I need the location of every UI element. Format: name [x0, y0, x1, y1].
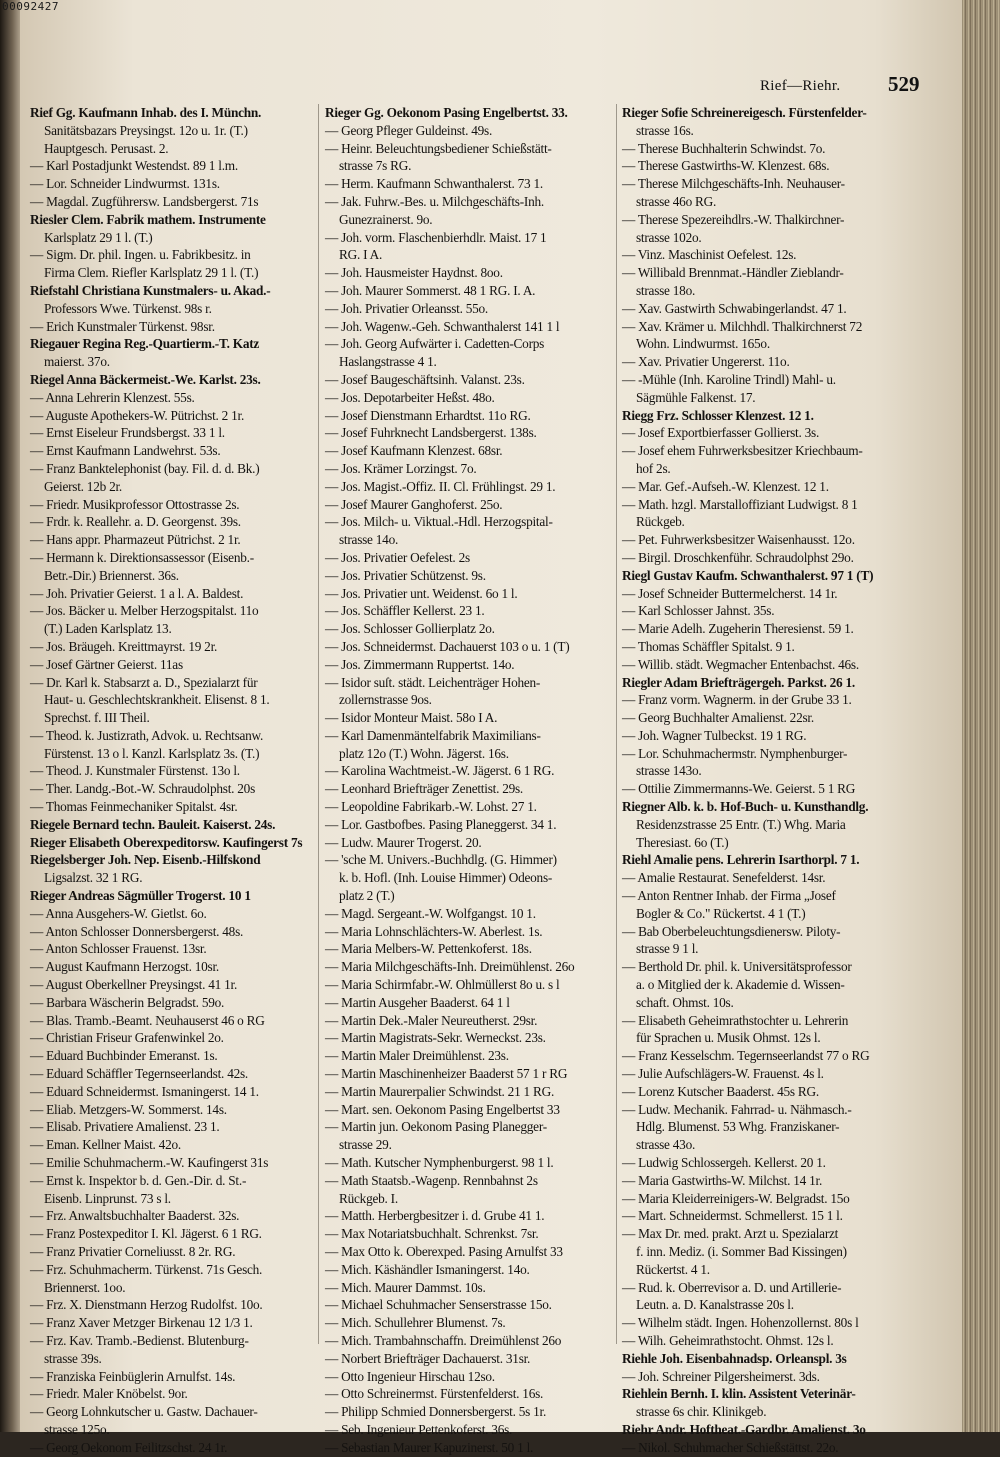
directory-entry: — Karl Schlosser Jahnst. 35s. [622, 603, 775, 619]
entry-continuation: strasse 9 1 l. [636, 941, 699, 957]
directory-entry: — Erich Kunstmaler Türkenst. 98sr. [30, 318, 215, 334]
directory-entry: — Martin Maschinenheizer Baaderst 57 1 r RG [325, 1066, 568, 1082]
directory-entry: — Math Staatsb.-Wagenp. Rennbahnst 2s [325, 1172, 538, 1188]
directory-entry: — Josef Dienstmann Erhardtst. 11o RG. [325, 407, 531, 423]
directory-entry: — Matth. Herbergbesitzer i. d. Grube 41 1. [325, 1208, 545, 1224]
directory-entry: — Karl Postadjunkt Westendst. 89 1 l.m. [30, 158, 238, 174]
entry-continuation: Briennerst. 1oo. [44, 1279, 126, 1295]
directory-entry: — Herm. Kaufmann Schwanthalerst. 73 1. [325, 176, 543, 192]
entry-continuation: strasse 14o. [339, 532, 399, 548]
directory-entry: — Martin Dek.-Maler Neureutherst. 29sr. [325, 1012, 538, 1028]
directory-entry: — Frz. Kav. Tramb.-Bedienst. Blutenburg- [30, 1332, 249, 1348]
directory-entry: — Jos. Schlosser Gollierplatz 2o. [325, 621, 495, 637]
surname-heading-entry: Riegg Frz. Schlosser Klenzest. 12 1. [622, 407, 814, 423]
directory-entry: — Anna Ausgehers-W. Gietlst. 6o. [30, 905, 207, 921]
directory-entry: — Franz Privatier Corneliusst. 8 2r. RG. [30, 1244, 236, 1259]
entry-continuation: Residenzstrasse 25 Entr. (T.) Whg. Maria [636, 816, 846, 832]
directory-entry: — Josef Gärtner Geierst. 11as [30, 656, 183, 672]
surname-heading-entry: Rieger Elisabeth Oberexpeditorsw. Kaufingerst 7s [30, 834, 303, 850]
entry-continuation: Haslangstrasse 4 1. [339, 354, 437, 370]
surname-heading-entry: Riegelsberger Joh. Nep. Eisenb.-Hilfskond [30, 852, 261, 868]
directory-entry: — Mich. Maurer Dammst. 10s. [325, 1279, 486, 1295]
entry-continuation: strasse 143o. [636, 763, 702, 779]
directory-entry: — Jos. Magist.-Offiz. II. Cl. Frühlingst. 29 1. [325, 478, 556, 494]
entry-continuation: Leutn. a. D. Kanalstrasse 20s l. [636, 1297, 794, 1313]
entry-continuation: Firma Clem. Riefler Karlsplatz 29 1 l. (T.) [44, 265, 259, 281]
directory-entry: — Franz Postexpeditor I. Kl. Jägerst. 6 1 RG. [30, 1226, 262, 1242]
directory-entry: — Martin jun. Oekonom Pasing Planegger- [325, 1119, 547, 1135]
entry-continuation: Rückertst. 4 1. [636, 1261, 710, 1277]
entry-continuation: Rückgeb. I. [339, 1190, 398, 1206]
entry-continuation: Sägmühle Falkenst. 17. [636, 389, 756, 405]
entry-continuation: schaft. Ohmst. 10s. [636, 994, 734, 1010]
directory-entry: — Ernst Kaufmann Landwehrst. 53s. [30, 443, 221, 459]
directory-entry: — Josef Schneider Buttermelcherst. 14 1r. [622, 585, 838, 601]
directory-entry: — Theod. k. Justizrath, Advok. u. Rechtsanw. [30, 727, 264, 743]
directory-entry: — Georg Lohnkutscher u. Gastw. Dachauer- [30, 1404, 258, 1420]
directory-entry: — Thomas Schäffler Spitalst. 9 1. [622, 638, 795, 654]
directory-entry: — Jos. Privatier unt. Weidenst. 6o 1 l. [325, 585, 518, 601]
entry-continuation: Gunezrainerst. 9o. [339, 211, 433, 227]
directory-entry: — Joh. Schreiner Pilgersheimerst. 3ds. [622, 1368, 820, 1384]
surname-heading-entry: Riegler Adam Briefträgergeh. Parkst. 26 1. [622, 674, 855, 690]
surname-heading-entry: Riehr Andr. Hoftheat.-Gardbr. Amalienst. 3o [622, 1421, 866, 1437]
directory-entry: — Martin Maurerpalier Schwindst. 21 1 RG. [325, 1083, 555, 1099]
entry-continuation: Betr.-Dir.) Briennerst. 36s. [44, 567, 179, 583]
directory-entry: — Wilhelm städt. Ingen. Hohenzollernst. 80s l [622, 1315, 859, 1331]
directory-entry: — Mich. Trambahnschaffn. Dreimühlenst 26o [325, 1332, 562, 1348]
directory-entry: — Maria Milchgeschäfts-Inh. Dreimühlenst. 26o [325, 959, 575, 975]
directory-entry: — Math. Kutscher Nymphenburgerst. 98 1 l. [325, 1155, 554, 1171]
directory-entry: — Otto Ingenieur Hirschau 12so. [325, 1368, 495, 1384]
entry-continuation: Fürstenst. 13 o l. Kanzl. Karlsplatz 3s. (T.) [44, 745, 260, 761]
surname-heading-entry: Riegel Anna Bäckermeist.-We. Karlst. 23s. [30, 371, 261, 387]
directory-entry: — Jos. Krämer Lorzingst. 7o. [325, 460, 477, 476]
directory-entry: — Ludw. Mechanik. Fahrrad- u. Nähmasch.- [622, 1101, 852, 1117]
surname-heading-entry: Riegauer Regina Reg.-Quartierm.-T. Katz [30, 336, 260, 352]
directory-entry: — Franz Kesselschm. Tegernseerlandst 77 o RG [622, 1048, 870, 1064]
directory-entry: — Magdal. Zugführersw. Landsbergerst. 71s [30, 193, 259, 209]
directory-entry: — Therese Spezereihdlrs.-W. Thalkirchner- [622, 211, 845, 227]
directory-entry: — Eduard Schneidermst. Ismaningerst. 14 1. [30, 1083, 259, 1099]
entry-continuation: strasse 7s RG. [339, 158, 412, 174]
directory-entry: — Hans appr. Pharmazeut Pütrichst. 2 1r. [30, 532, 241, 548]
directory-entry: — Jos. Privatier Schützenst. 9s. [325, 567, 486, 583]
directory-entry: — Anton Schlosser Frauenst. 13sr. [30, 941, 207, 957]
entry-continuation: Sanitätsbazars Preysingst. 12o u. 1r. (T.) [44, 122, 248, 138]
surname-heading-entry: Rief Gg. Kaufmann Inhab. des I. Münchn. [30, 105, 262, 120]
directory-entry: — Jos. Schäffler Kellerst. 23 1. [325, 603, 485, 619]
surname-heading-entry: Riesler Clem. Fabrik mathem. Instrumente [30, 211, 266, 227]
directory-entry: — Maria Gastwirths-W. Milchst. 14 1r. [622, 1172, 823, 1188]
surname-heading-entry: Riegner Alb. k. b. Hof-Buch- u. Kunsthandlg. [622, 799, 869, 815]
directory-entry: — 'sche M. Univers.-Buchhdlg. (G. Himmer) [325, 852, 557, 868]
directory-entry: — Josef Baugeschäftsinh. Valanst. 23s. [325, 371, 525, 387]
entry-continuation: strasse 39s. [44, 1350, 102, 1366]
directory-entry: — Lor. Gastbofbes. Pasing Planeggerst. 34 1. [325, 816, 557, 832]
directory-entry: — Jak. Fuhrw.-Bes. u. Milchgeschäfts-Inh. [325, 193, 544, 209]
directory-entry: — Lorenz Kutscher Baaderst. 45s RG. [622, 1083, 819, 1099]
directory-entry: — Theod. J. Kunstmaler Fürstenst. 13o l. [30, 763, 240, 779]
directory-entry: — Rud. k. Oberrevisor a. D. und Artillerie- [622, 1279, 842, 1295]
entry-continuation: strasse 6s chir. Klinikgeb. [636, 1404, 767, 1420]
directory-entry: — Eman. Kellner Maist. 42o. [30, 1137, 181, 1153]
entry-continuation: Wohn. Lindwurmst. 165o. [636, 336, 770, 352]
directory-entry: — Christian Friseur Grafenwinkel 2o. [30, 1030, 224, 1046]
surname-heading-entry: Riehlein Bernh. I. klin. Assistent Veterinär- [622, 1386, 856, 1402]
directory-entry: — Max Notariatsbuchhalt. Schrenkst. 7sr. [325, 1226, 539, 1242]
directory-entry: — Maria Schirmfabr.-W. Ohlmüllerst 8o u. s l [325, 977, 560, 993]
directory-entry: — Friedr. Maler Knöbelst. 9or. [30, 1386, 188, 1402]
directory-entry: — Maria Melbers-W. Pettenkoferst. 18s. [325, 941, 532, 957]
directory-entry: — Anna Lehrerin Klenzest. 55s. [30, 389, 195, 405]
directory-entry: — Georg Oekonom Feilitzschst. 24 1r. [30, 1439, 228, 1455]
directory-entry: — Wilh. Geheimrathstocht. Ohmst. 12s l. [622, 1332, 834, 1348]
directory-entry: — Birgil. Droschkenführ. Schraudolphst 29o. [622, 549, 854, 565]
directory-entry: — Emilie Schuhmacherm.-W. Kaufingerst 31s [30, 1155, 269, 1171]
directory-column-3 [622, 104, 922, 1457]
directory-entry: — Philipp Schmied Donnersbergerst. 5s 1r. [325, 1404, 547, 1420]
directory-entry: — Franziska Feinbüglerin Arnulfst. 14s. [30, 1368, 236, 1384]
entry-continuation: Eisenb. Linprunst. 73 s l. [44, 1190, 171, 1206]
directory-entry: — Nikol. Schuhmacher Schießstättst. 22o. [622, 1439, 839, 1455]
directory-entry: — Josef Kaufmann Klenzest. 68sr. [325, 443, 503, 459]
directory-entry: — Josef Maurer Ganghoferst. 25o. [325, 496, 503, 512]
directory-entry: — Leonhard Briefträger Zenettist. 29s. [325, 781, 524, 797]
directory-entry: — Hermann k. Direktionsassessor (Eisenb.- [30, 549, 254, 565]
directory-entry: — Max Otto k. Oberexped. Pasing Arnulfst 33 [325, 1244, 563, 1259]
directory-entry: — Anton Schlosser Donnersbergerst. 48s. [30, 923, 244, 939]
directory-entry: — Eduard Schäffler Tegernseerlandst. 42s. [30, 1066, 248, 1082]
directory-entry: — Max Dr. med. prakt. Arzt u. Spezialarzt [622, 1226, 839, 1242]
entry-continuation: strasse 16s. [636, 122, 694, 138]
page-number: 529 [888, 72, 920, 96]
entry-continuation: platz 2 (T.) [339, 888, 395, 904]
directory-entry: — Karolina Wachtmeist.-W. Jägerst. 6 1 RG. [325, 763, 555, 779]
directory-entry: — Magd. Sergeant.-W. Wolfgangst. 10 1. [325, 905, 536, 921]
directory-entry: — Martin Ausgeher Baaderst. 64 1 l [325, 994, 510, 1010]
entry-continuation: strasse 125o. [44, 1421, 110, 1437]
entry-continuation: strasse 43o. [636, 1137, 696, 1153]
directory-entry: — Karl Damenmäntelfabrik Maximilians- [325, 727, 541, 743]
directory-entry: — Joh. Maurer Sommerst. 48 1 RG. I. A. [325, 282, 536, 298]
directory-entry: — Auguste Apothekers-W. Pütrichst. 2 1r. [30, 407, 245, 423]
entry-continuation: Rückgeb. [636, 514, 685, 530]
directory-entry: — Blas. Tramb.-Beamt. Neuhauserst 46 o RG [30, 1012, 265, 1028]
directory-entry: — Joh. Hausmeister Haydnst. 8oo. [325, 265, 503, 281]
entry-continuation: Geierst. 12b 2r. [44, 478, 122, 494]
directory-entry: — Mar. Gef.-Aufseh.-W. Klenzest. 12 1. [622, 478, 829, 494]
entry-continuation: für Sprachen u. Musik Ohmst. 12s l. [636, 1030, 821, 1046]
directory-entry: — Norbert Briefträger Dachauerst. 31sr. [325, 1350, 531, 1366]
entry-continuation: strasse 18o. [636, 282, 696, 298]
directory-entry: — Sebastian Maurer Kapuzinerst. 50 1 l. [325, 1439, 534, 1455]
directory-entry: — Jos. Bäcker u. Melber Herzogspitalst. 11o [30, 603, 259, 619]
entry-continuation: strasse 46o RG. [636, 193, 717, 209]
directory-entry: — Franz vorm. Wagnerm. in der Grube 33 1. [622, 692, 852, 708]
binding-shadow [0, 0, 22, 1432]
entry-continuation: platz 12o (T.) Wohn. Jägerst. 16s. [339, 745, 509, 761]
directory-entry: — Joh. Privatier Orleansst. 55o. [325, 300, 488, 316]
directory-entry: — Therese Milchgeschäfts-Inh. Neuhauser- [622, 176, 845, 192]
directory-entry: — Georg Buchhalter Amalienst. 22sr. [622, 710, 814, 726]
directory-entry: — Frz. X. Dienstmann Herzog Rudolfst. 10o. [30, 1297, 263, 1313]
directory-entry: — Maria Lohnschlächters-W. Aberlest. 1s. [325, 923, 543, 939]
page-edge-fan [962, 0, 1000, 1432]
directory-entry: — Xav. Krämer u. Milchhdl. Thalkirchnerst 72 [622, 318, 863, 334]
entry-continuation: k. b. Hofl. (Inh. Louise Himmer) Odeons- [339, 870, 553, 886]
entry-continuation: strasse 102o. [636, 229, 702, 245]
directory-entry: — Mart. Schneidermst. Schmellerst. 15 1 l. [622, 1208, 843, 1224]
entry-continuation: Theresiast. 6o (T.) [636, 834, 729, 850]
entry-continuation: Karlsplatz 29 1 l. (T.) [44, 229, 153, 245]
directory-entry: — Jos. Milch- u. Viktual.-Hdl. Herzogspital- [325, 514, 553, 530]
entry-continuation: Ligsalzst. 32 1 RG. [44, 870, 143, 886]
surname-heading-entry: Riegl Gustav Kaufm. Schwanthalerst. 97 1 (T) [622, 567, 874, 583]
directory-entry: — Therese Buchhalterin Schwindst. 7o. [622, 140, 826, 156]
directory-entry: — Frz. Anwaltsbuchhalter Baaderst. 32s. [30, 1208, 240, 1224]
directory-entry: — Joh. Privatier Geierst. 1 a l. A. Baldest. [30, 585, 244, 601]
directory-entry: — Isidor suſt. städt. Leichenträger Hohen- [325, 674, 541, 690]
directory-entry: — Berthold Dr. phil. k. Universitätsprofessor [622, 959, 852, 975]
directory-entry: — Pet. Fuhrwerksbesitzer Waisenhausst. 12o. [622, 532, 855, 548]
directory-entry: — Martin Maler Dreimühlenst. 23s. [325, 1048, 509, 1064]
directory-entry: — Mart. sen. Oekonom Pasing Engelbertst 33 [325, 1101, 560, 1117]
entry-continuation: zollernstrasse 9os. [339, 692, 432, 708]
surname-heading-entry: Riehl Amalie pens. Lehrerin Isarthorpl. 7 1. [622, 852, 860, 868]
directory-entry: — Ludwig Schlossergeh. Kellerst. 20 1. [622, 1155, 826, 1171]
directory-entry: — Eduard Buchbinder Emeranst. 1s. [30, 1048, 218, 1064]
directory-entry: — Elisab. Privatiere Amalienst. 23 1. [30, 1119, 220, 1135]
directory-entry: — Ther. Landg.-Bot.-W. Schraudolphst. 20s [30, 781, 256, 797]
entry-continuation: RG. I A. [339, 247, 383, 263]
directory-entry: — Friedr. Musikprofessor Ottostrasse 2s. [30, 496, 240, 512]
entry-continuation: Hdlg. Blumenst. 53 Whg. Franziskaner- [636, 1119, 840, 1135]
entry-continuation: f. inn. Mediz. (i. Sommer Bad Kissingen) [636, 1244, 847, 1259]
directory-entry: — Otto Schreinermst. Fürstenfelderst. 16s. [325, 1386, 544, 1402]
entry-continuation: Haut- u. Geschlechtskrankheit. Elisenst. 8 1. [44, 692, 270, 708]
running-head: Rief—Riehr. [760, 78, 841, 94]
catalog-id: 00092427 [2, 0, 59, 13]
directory-entry: — Martin Magistrats-Sekr. Werneckst. 23s. [325, 1030, 546, 1046]
directory-entry: — Frdr. k. Reallehr. a. D. Georgenst. 39s. [30, 514, 241, 530]
directory-entry: — Jos. Privatier Oefelest. 2s [325, 549, 470, 565]
directory-entry: — Josef Exportbierfasser Gollierst. 3s. [622, 425, 820, 441]
directory-entry: — Willibald Brennmat.-Händler Zieblandr- [622, 265, 844, 281]
directory-entry: — Ernst Eiseleur Frundsbergst. 33 1 l. [30, 425, 225, 441]
entry-continuation: strasse 29. [339, 1137, 392, 1153]
directory-entry: — Jos. Bräugeh. Kreittmayrst. 19 2r. [30, 638, 218, 654]
directory-entry: — Jos. Depotarbeiter Heßst. 48o. [325, 389, 495, 405]
surname-heading-entry: Riehle Joh. Eisenbahnadsp. Orleanspl. 3s [622, 1350, 847, 1366]
directory-entry: — Heinr. Beleuchtungsbediener Schießstätt- [325, 140, 552, 156]
directory-entry: — Maria Kleiderreinigers-W. Belgradst. 15o [622, 1190, 850, 1206]
directory-entry: — Jos. Schneidermst. Dachauerst 103 o u. 1 (T) [325, 638, 570, 654]
directory-entry: — Willib. städt. Wegmacher Entenbachst. 46s. [622, 656, 859, 672]
directory-column-1 [30, 104, 328, 1457]
directory-entry: — Lor. Schneider Lindwurmst. 131s. [30, 176, 220, 192]
directory-entry: — Lor. Schuhmachermstr. Nymphenburger- [622, 745, 848, 761]
directory-entry: — Franz Xaver Metzger Birkenau 12 1/3 1. [30, 1315, 253, 1331]
entry-continuation: (T.) Laden Karlsplatz 13. [44, 621, 172, 637]
directory-entry: — Mich. Käshändler Ismaningerst. 14o. [325, 1261, 530, 1277]
entry-continuation: Sprechst. f. III Theil. [44, 710, 150, 726]
entry-continuation: hof 2s. [636, 460, 671, 476]
directory-entry: — Ottilie Zimmermanns-We. Geierst. 5 1 RG [622, 781, 856, 797]
directory-entry: — Math. hzgl. Marstalloffiziant Ludwigst. 8 1 [622, 496, 858, 512]
entry-continuation: a. o Mitglied der k. Akademie d. Wissen- [636, 977, 845, 993]
directory-entry: — Marie Adelh. Zugeherin Theresienst. 59 1. [622, 621, 854, 637]
directory-entry: — Michael Schuhmacher Senserstrasse 15o. [325, 1297, 552, 1313]
directory-entry: — Mich. Schullehrer Blumenst. 7s. [325, 1315, 506, 1331]
directory-entry: — Xav. Privatier Ungererst. 11o. [622, 354, 790, 370]
directory-entry: — Frz. Schuhmacherm. Türkenst. 71s Gesch. [30, 1261, 263, 1277]
directory-entry: — Anton Rentner Inhab. der Firma „Josef [622, 888, 836, 904]
directory-entry: — Barbara Wäscherin Belgradst. 59o. [30, 994, 225, 1010]
directory-entry: — -Mühle (Inh. Karoline Trindl) Mahl- u. [622, 371, 836, 387]
directory-entry: — Leopoldine Fabrikarb.-W. Lohst. 27 1. [325, 799, 537, 815]
directory-entry: — Franz Banktelephonist (bay. Fil. d. d. Bk.) [30, 460, 260, 476]
directory-entry: — Joh. Georg Aufwärter i. Cadetten-Corps [325, 336, 545, 352]
directory-entry: — August Oberkellner Preysingst. 41 1r. [30, 977, 238, 993]
directory-entry: — Sigm. Dr. phil. Ingen. u. Fabrikbesitz. in [30, 247, 251, 263]
directory-entry: — Eliab. Metzgers-W. Sommerst. 14s. [30, 1101, 227, 1117]
directory-column-2 [325, 104, 623, 1457]
directory-entry: — August Kaufmann Herzogst. 10sr. [30, 959, 219, 975]
directory-entry: — Josef Fuhrknecht Landsbergerst. 138s. [325, 425, 537, 441]
entry-continuation: Bogler & Co." Rückertst. 4 1 (T.) [636, 905, 806, 921]
surname-heading-entry: Rieger Sofie Schreinereigesch. Fürstenfelder- [622, 105, 867, 120]
directory-entry: — Ernst k. Inspektor b. d. Gen.-Dir. d. St.- [30, 1172, 247, 1188]
directory-entry: — Vinz. Maschinist Oefelest. 12s. [622, 247, 797, 263]
surname-heading-entry: Riefstahl Christiana Kunstmalers- u. Akad.- [30, 282, 271, 298]
directory-entry: — Joh. Wagenw.-Geh. Schwanthalerst 141 1 l [325, 318, 560, 334]
directory-entry: — Seb. Ingenieur Pettenkoferst. 36s. [325, 1421, 513, 1437]
surname-heading-entry: Rieger Andreas Sägmüller Trogerst. 10 1 [30, 888, 251, 904]
surname-heading-entry: Rieger Gg. Oekonom Pasing Engelbertst. 33. [325, 105, 568, 120]
directory-entry: — Joh. Wagner Tulbeckst. 19 1 RG. [622, 727, 807, 743]
directory-entry: — Amalie Restaurat. Senefelderst. 14sr. [622, 870, 826, 886]
directory-entry: — Georg Pfleger Guldeinst. 49s. [325, 122, 493, 138]
directory-entry: — Josef ehem Fuhrwerksbesitzer Kriechbaum- [622, 443, 863, 459]
entry-continuation: maierst. 37o. [44, 354, 110, 370]
directory-entry: — Julie Aufschlägers-W. Frauenst. 4s l. [622, 1066, 824, 1082]
directory-entry: — Bab Oberbeleuchtungsdienersw. Piloty- [622, 923, 841, 939]
directory-entry: — Therese Gastwirths-W. Klenzest. 68s. [622, 158, 830, 174]
entry-continuation: Professors Wwe. Türkenst. 98s r. [44, 300, 212, 316]
surname-heading-entry: Riegele Bernard techn. Bauleit. Kaiserst. 24s. [30, 816, 276, 832]
directory-entry: — Jos. Zimmermann Ruppertst. 14o. [325, 656, 515, 672]
directory-entry: — Isidor Monteur Maist. 58o I A. [325, 710, 498, 726]
directory-entry: — Ludw. Maurer Trogerst. 20. [325, 834, 482, 850]
directory-entry: — Xav. Gastwirth Schwabingerlandst. 47 1. [622, 300, 847, 316]
directory-entry: — Joh. vorm. Flaschenbierhdlr. Maist. 17 1 [325, 229, 547, 245]
directory-entry: — Elisabeth Geheimrathstochter u. Lehrerin [622, 1012, 849, 1028]
entry-continuation: Hauptgesch. Perusast. 2. [44, 140, 169, 156]
directory-entry: — Thomas Feinmechaniker Spitalst. 4sr. [30, 799, 238, 815]
directory-entry: — Dr. Karl k. Stabsarzt a. D., Spezialarzt für [30, 674, 258, 690]
